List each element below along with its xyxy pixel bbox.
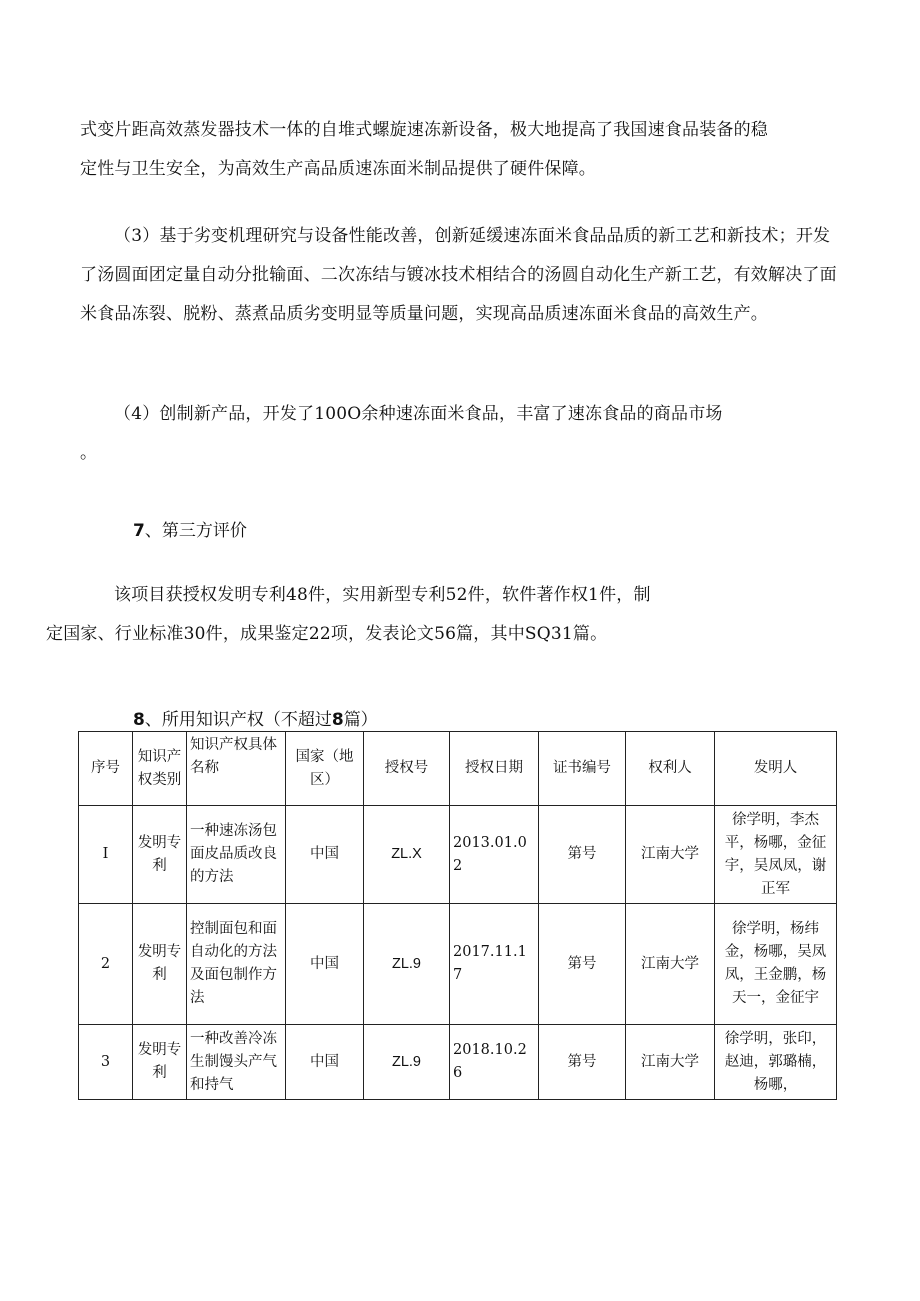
- cell-auth-date: 2018.10.26: [450, 1025, 539, 1100]
- header-seq: 序号: [79, 732, 133, 806]
- body-line: 该项目获授权发明专利48件，实用新型专利52件，软件著作权1件，制: [114, 585, 651, 605]
- cell-country: 中国: [286, 904, 364, 1025]
- table-row: [79, 806, 837, 904]
- paragraph-text: （4）创制新产品，开发了100O余种速冻面米食品，丰富了速冻食品的商品市场: [114, 404, 723, 424]
- header-cert-no: 证书编号: [539, 732, 626, 806]
- cell-country: 中国: [286, 806, 364, 904]
- cell-inventors: 徐学明，张印，赵迪，郭璐楠，杨哪，: [715, 1025, 837, 1100]
- cell-name: 控制面包和面自动化的方法及面包制作方法: [187, 904, 286, 1025]
- paragraph-item-3: （3）基于劣变机理研究与设备性能改善，创新延缓速冻面米食品品质的新工艺和新技术；开发了汤圆面团定量自动分批输面、二次冻结与镀冰技术相结合的汤圆自动化生产新工艺，有效解决了面米食品冻裂、脱粉、蒸煮品质劣变明显等质量问题，实现高品质速冻面米食品的高效生产。: [80, 226, 837, 324]
- header-name: 知识产权具体名称: [187, 732, 286, 806]
- cell-holder: 江南大学: [626, 904, 715, 1025]
- section-heading-7: [133, 516, 247, 541]
- cell-holder: 江南大学: [626, 1025, 715, 1100]
- ip-table: [78, 731, 837, 1100]
- cell-seq: I: [79, 806, 133, 904]
- section-title: 、所用知识产权（不超过: [144, 710, 332, 730]
- cell-holder: 江南大学: [626, 806, 715, 904]
- cell-auth-no: ZL.9: [364, 1025, 450, 1100]
- paragraph-line: 式变片距高效蒸发器技术一体的自堆式螺旋速冻新设备，极大地提高了我国速食品装备的稳: [80, 120, 768, 140]
- section-limit: 8: [331, 710, 344, 730]
- table-row: [79, 904, 837, 1025]
- body-line: 定国家、行业标准30件，成果鉴定22项，发表论文56篇，其中SQ31篇。: [46, 624, 608, 644]
- header-auth-no: 授权号: [364, 732, 450, 806]
- header-inventors: 发明人: [715, 732, 837, 806]
- paragraph-tail: 。: [80, 443, 98, 463]
- table-header-row: [79, 732, 837, 806]
- cell-type: 发明专利: [133, 904, 187, 1025]
- cell-country: 中国: [286, 1025, 364, 1100]
- table-row: [79, 1025, 837, 1100]
- cell-cert-no: 第号: [539, 806, 626, 904]
- paragraph-continuation: [80, 111, 840, 189]
- cell-type: 发明专利: [133, 1025, 187, 1100]
- section-number: 8: [133, 710, 145, 730]
- section-title: 、第三方评价: [144, 521, 247, 541]
- paragraph-item-4: [80, 395, 840, 473]
- header-type: 知识产权类别: [133, 732, 187, 806]
- section-7-body: [46, 576, 780, 654]
- header-country: 国家（地区）: [286, 732, 364, 806]
- section-heading-8: [133, 705, 378, 730]
- cell-type: 发明专利: [133, 806, 187, 904]
- cell-cert-no: 第号: [539, 904, 626, 1025]
- cell-inventors: 徐学明，杨纬金，杨哪，吴凤凤，王金鹏，杨天一，金征宇: [715, 904, 837, 1025]
- cell-cert-no: 第号: [539, 1025, 626, 1100]
- header-auth-date: 授权日期: [450, 732, 539, 806]
- cell-inventors: 徐学明，李杰平，杨哪，金征宇，吴凤凤，谢正军: [715, 806, 837, 904]
- cell-auth-date: 2017.11.17: [450, 904, 539, 1025]
- cell-name: 一种速冻汤包面皮品质改良的方法: [187, 806, 286, 904]
- cell-auth-no: ZL.X: [364, 806, 450, 904]
- header-holder: 权利人: [626, 732, 715, 806]
- section-title-end: 篇）: [343, 710, 378, 730]
- paragraph-line: 定性与卫生安全，为高效生产高品质速冻面米制品提供了硬件保障。: [80, 159, 596, 179]
- section-number: 7: [133, 521, 145, 541]
- cell-auth-date: 2013.01.02: [450, 806, 539, 904]
- cell-auth-no: ZL.9: [364, 904, 450, 1025]
- cell-seq: 2: [79, 904, 133, 1025]
- cell-name: 一种改善冷冻生制馒头产气和持气: [187, 1025, 286, 1100]
- cell-seq: 3: [79, 1025, 133, 1100]
